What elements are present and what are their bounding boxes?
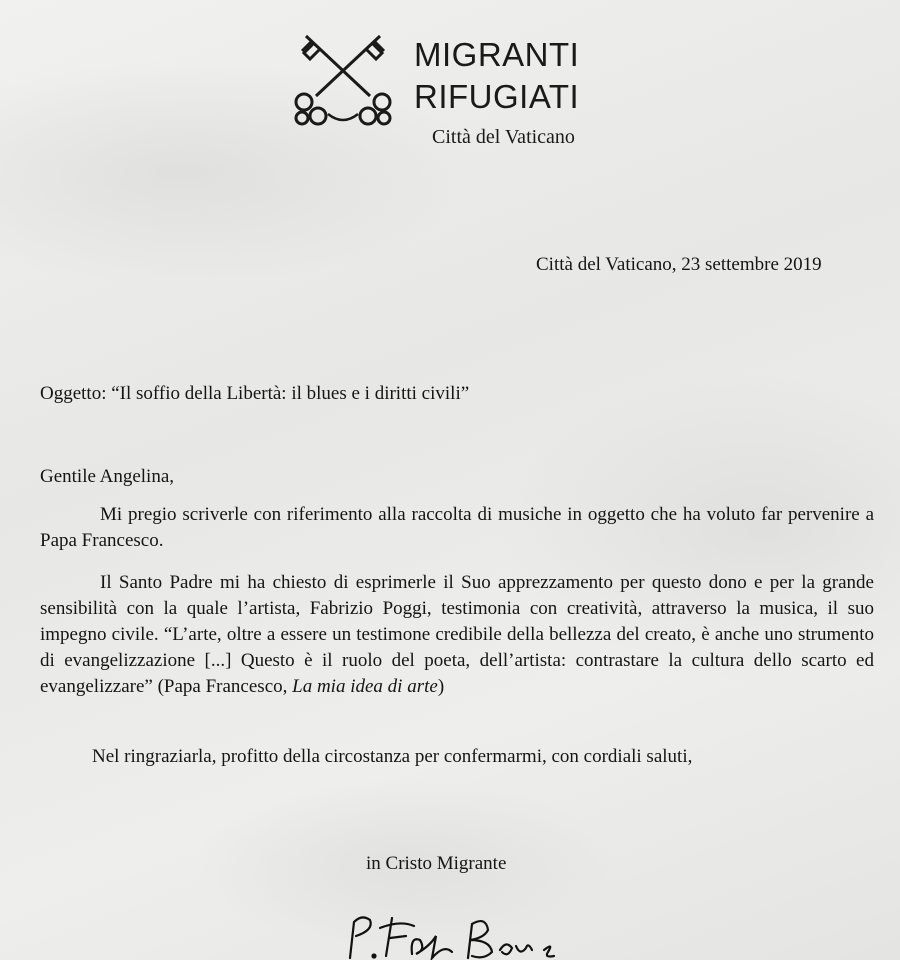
salutation: Gentile Angelina, [40, 466, 175, 487]
handwritten-signature [340, 906, 580, 960]
paragraph-2 [40, 570, 874, 700]
date-line: Città del Vaticano, 23 settembre 2019 [536, 254, 822, 275]
subject-line: Oggetto: “Il soffio della Libertà: il blues e i diritti civili” [40, 383, 470, 404]
paragraph-1 [40, 502, 874, 554]
crossed-keys-icon [288, 26, 398, 130]
paragraph-2-end: ) [437, 676, 445, 697]
paragraph-2-text: Il Santo Padre mi ha chiesto di esprimerle il Suo apprezzamento per questo dono e per la grande sensibilità con la quale l’artista, Fabrizio Poggi, testimonia con creatività, attraverso la musica, il suo impegno civile. “L’arte, oltre a essere un testimone credibile della bellezza del creato, è anche uno strumento di evangelizzazione [...] Questo è il ruolo del poeta, dell’artista: contrastare la cultura dello scarto ed evangelizzare” (Papa Francesco, [40, 572, 874, 697]
paragraph-3-text: Nel ringraziarla, profitto della circostanza per confermarmi, con cordiali saluti, [92, 746, 693, 767]
paragraph-3 [40, 744, 874, 770]
book-title: La mia idea di arte [292, 676, 438, 697]
closing-line: in Cristo Migrante [366, 853, 507, 874]
letterhead-line1: MIGRANTI [414, 36, 580, 73]
letterhead-line2: RIFUGIATI [414, 78, 580, 115]
paragraph-1-text: Mi pregio scriverle con riferimento alla raccolta di musiche in oggetto che ha voluto far pervenire a Papa Francesco. [40, 504, 874, 551]
letterhead-subtitle: Città del Vaticano [432, 126, 575, 148]
